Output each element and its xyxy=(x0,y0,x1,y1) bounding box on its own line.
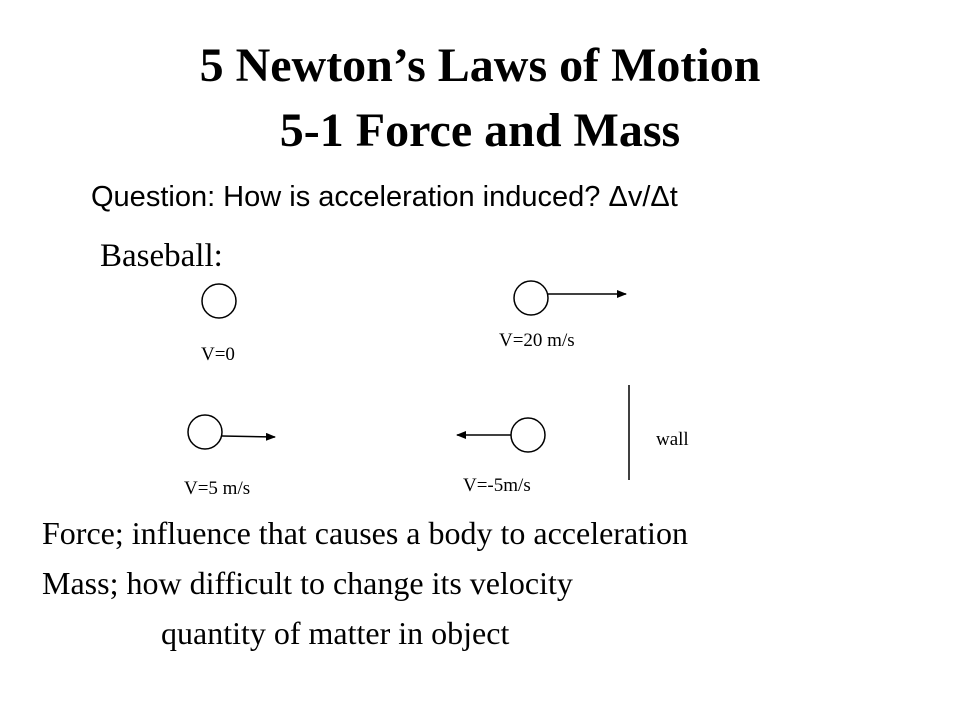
ball-1 xyxy=(202,284,236,318)
question-text: Question: How is acceleration induced? Δv/Δt xyxy=(91,181,678,213)
ball-1-velocity-label: V=0 xyxy=(201,344,235,365)
ball-3 xyxy=(188,415,222,449)
ball-3-velocity-arrow xyxy=(222,436,275,437)
ball-3-velocity-label: V=5 m/s xyxy=(184,478,251,499)
ball-2 xyxy=(514,281,548,315)
slide-title-line1: 5 Newton’s Laws of Motion xyxy=(199,39,761,92)
baseball-label: Baseball: xyxy=(100,238,223,274)
mass-definition-continued: quantity of matter in object xyxy=(161,615,510,651)
wall-label: wall xyxy=(656,429,689,450)
ball-2-velocity-label: V=20 m/s xyxy=(499,330,575,351)
force-definition: Force; influence that causes a body to acceleration xyxy=(42,515,688,551)
mass-definition: Mass; how difficult to change its velocity xyxy=(42,565,573,601)
ball-4-velocity-label: V=-5m/s xyxy=(463,475,531,496)
ball-4 xyxy=(511,418,545,452)
slide-title-line2: 5-1 Force and Mass xyxy=(279,104,681,157)
